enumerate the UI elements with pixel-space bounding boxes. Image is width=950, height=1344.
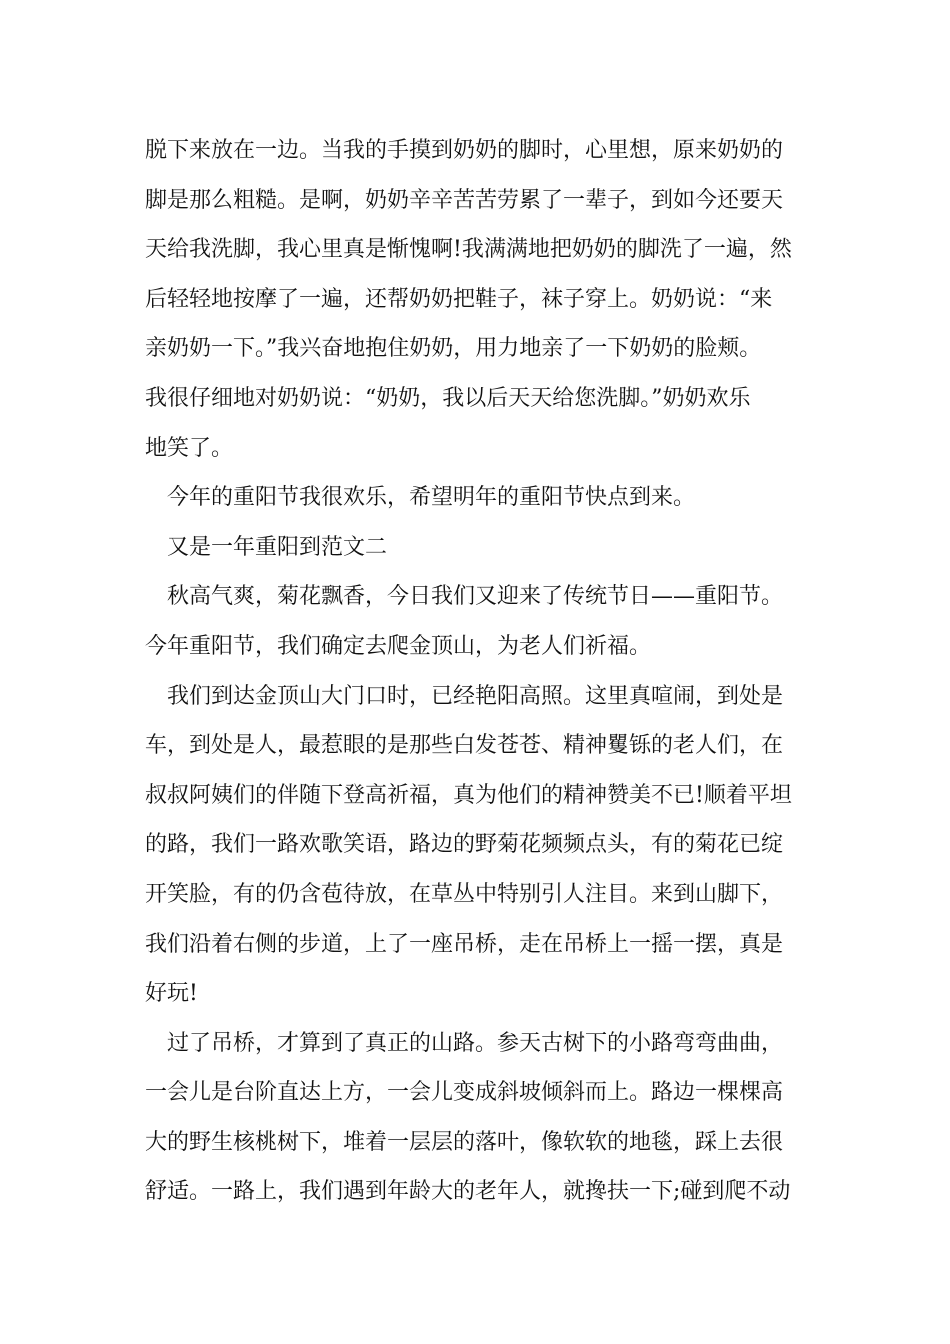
text-line: 地笑了。 (145, 435, 234, 461)
paragraph-line: 今年的重阳节我很欢乐，希望明年的重阳节快点到来。 (167, 485, 696, 511)
text-line: 脱下来放在一边。当我的手摸到奶奶的脚时，心里想，原来奶奶的 (145, 138, 784, 163)
text-line: 天给我洗脚，我心里真是惭愧啊!我满满地把奶奶的脚洗了一遍，然 (145, 237, 792, 263)
text-line: 大的野生核桃树下，堆着一层层的落叶，像软软的地毯，踩上去很 (145, 1129, 784, 1155)
text-line: 好玩! (145, 981, 198, 1007)
paragraph-line: 秋高气爽，菊花飘香，今日我们又迎来了传统节日——重阳节。 (167, 584, 784, 610)
text-line: 一会儿是台阶直达上方，一会儿变成斜坡倾斜而上。路边一棵棵高 (145, 1080, 784, 1106)
paragraph-line: 我们到达金顶山大门口时，已经艳阳高照。这里真喧闹，到处是 (167, 683, 784, 709)
text-line: 车，到处是人，最惹眼的是那些白发苍苍、精神矍铄的老人们，在 (145, 733, 784, 759)
text-line: 脚是那么粗糙。是啊，奶奶辛辛苦苦劳累了一辈子，到如今还要天 (145, 187, 784, 213)
text-line: 叔叔阿姨们的伴随下登高祈福，真为他们的精神赞美不已!顺着平坦 (145, 782, 792, 808)
paragraph-line: 过了吊桥，才算到了真正的山路。参天古树下的小路弯弯曲曲， (167, 1030, 784, 1056)
text-line: 开笑脸，有的仍含苞待放，在草丛中特别引人注目。来到山脚下， (145, 881, 784, 907)
text-line: 亲奶奶一下。”我兴奋地抱住奶奶，用力地亲了一下奶奶的脸颊。 (145, 336, 762, 362)
text-line: 后轻轻地按摩了一遍，还帮奶奶把鞋子，袜子穿上。奶奶说：“来 (145, 286, 773, 312)
text-line: 我们沿着右侧的步道，上了一座吊桥，走在吊桥上一摇一摆，真是 (145, 931, 784, 957)
text-line: 舒适。一路上，我们遇到年龄大的老年人，就搀扶一下;碰到爬不动 (145, 1179, 791, 1205)
text-line: 的路，我们一路欢歌笑语，路边的野菊花频频点头，有的菊花已绽 (145, 832, 784, 858)
section-heading: 又是一年重阳到范文二 (167, 534, 388, 560)
text-line: 我很仔细地对奶奶说：“奶奶，我以后天天给您洗脚。”奶奶欢乐 (145, 385, 751, 411)
text-line: 今年重阳节，我们确定去爬金顶山，为老人们祈福。 (145, 633, 652, 659)
essay-body (145, 126, 810, 1217)
